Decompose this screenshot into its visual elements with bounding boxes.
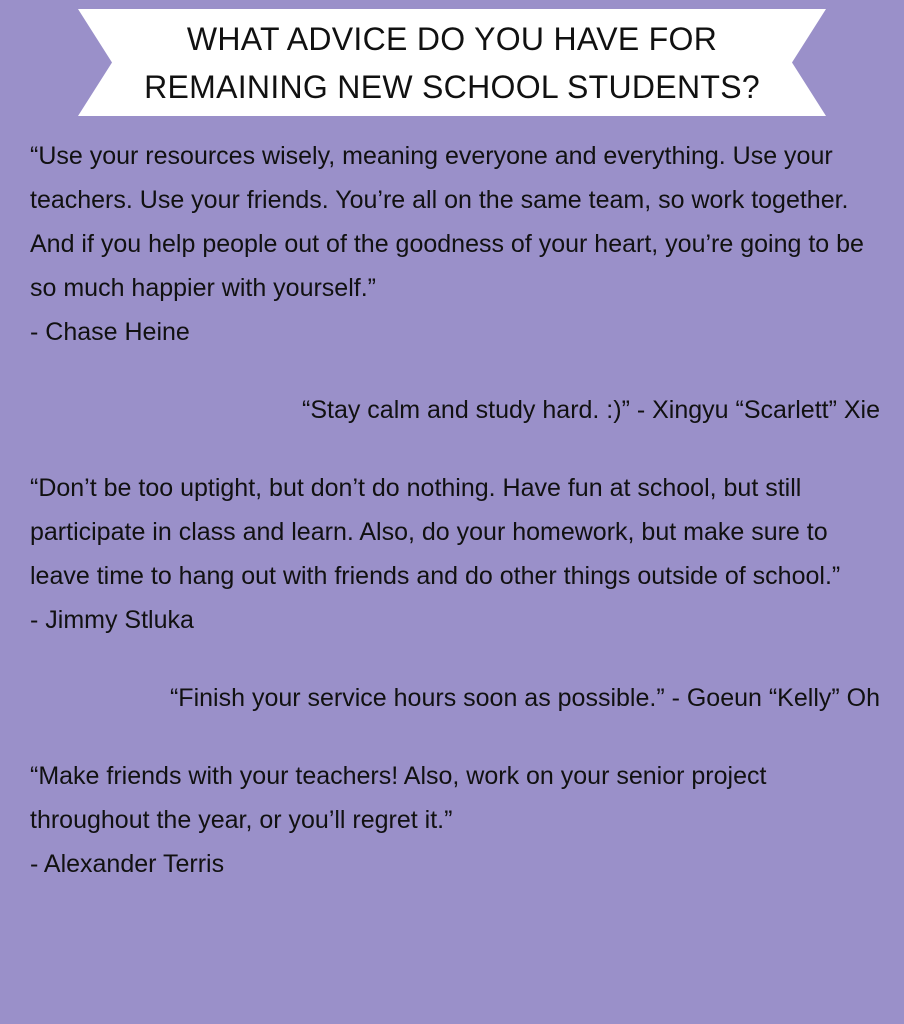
quote-text: “Don’t be too uptight, but don’t do nothing. Have fun at school, but still participate in class and learn. Also, do your homework, but make sure to leave time to hang out with friends and do other things outside of school.”: [30, 474, 841, 590]
title-line-2: REMAINING NEW SCHOOL STUDENTS?: [144, 68, 760, 105]
title-line-1: WHAT ADVICE DO YOU HAVE FOR: [186, 20, 718, 57]
quote-text: “Use your resources wisely, meaning everyone and everything. Use your teachers. Use your friends. You’re all on the same team, so work together. And if you help people out of the goodness of your heart, you’re going to be so much happier with yourself.”: [30, 142, 864, 302]
quote-alexander-terris: [30, 754, 880, 886]
quotes-list: [30, 134, 880, 886]
quote-author: - Chase Heine: [30, 318, 190, 346]
quote-xingyu-xie: “Stay calm and study hard. :)” - Xingyu “Scarlett” Xie: [302, 396, 880, 424]
quote-goeun-oh: “Finish your service hours soon as possible.” - Goeun “Kelly” Oh: [169, 684, 880, 712]
quote-author: - Jimmy Stluka: [30, 606, 194, 634]
quote-jimmy-stluka: [30, 466, 880, 642]
quote-author: - Alexander Terris: [30, 850, 225, 878]
page-title: [78, 9, 826, 116]
title-banner: [78, 9, 826, 116]
quote-text: “Make friends with your teachers! Also, work on your senior project throughout the year, or you’ll regret it.”: [30, 762, 767, 834]
quote-chase-heine: [30, 134, 880, 354]
